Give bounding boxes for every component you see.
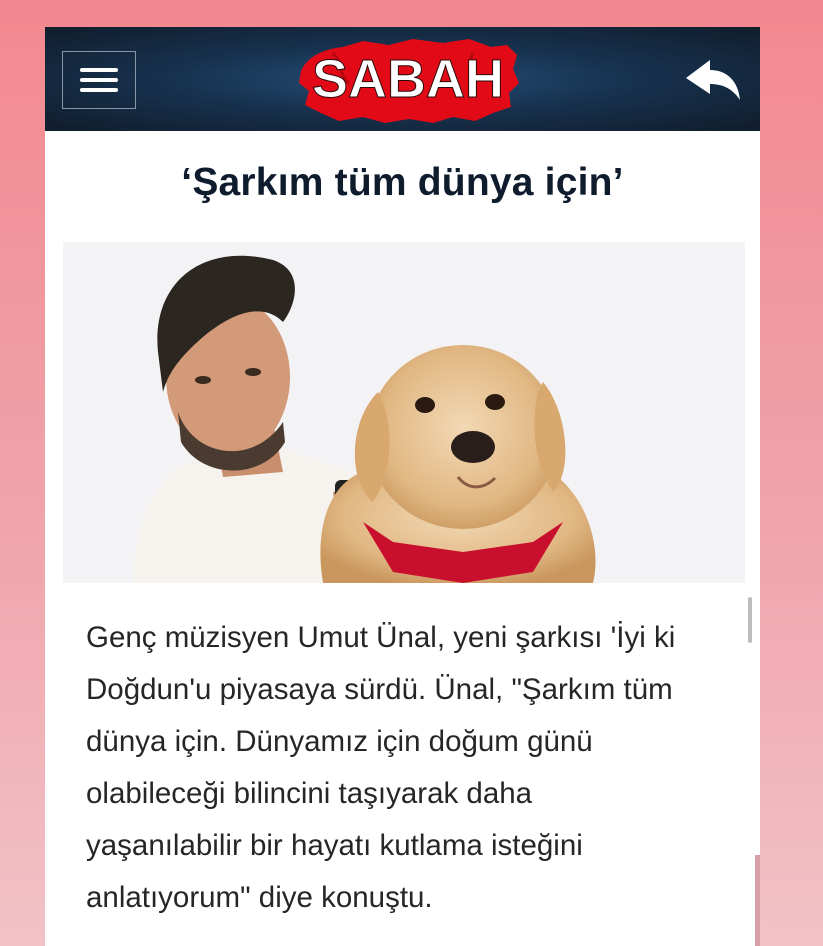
article-body-line: dünya için. Dünyamız için doğum günü	[86, 725, 593, 758]
article-title: ‘Şarkım tüm dünya için’	[181, 161, 624, 204]
hamburger-menu-button[interactable]	[62, 51, 136, 109]
menu-bar-line	[80, 78, 118, 82]
app-screen	[45, 27, 760, 946]
scrollbar-thumb[interactable]	[748, 597, 752, 643]
article-body-line: olabileceği bilincini taşıyarak daha	[86, 777, 533, 810]
article-body-line: anlatıyorum" diye konuştu.	[86, 881, 433, 914]
article-image	[63, 242, 745, 583]
article-body-line: yaşanılabilir bir hayatı kutlama isteğini	[86, 829, 583, 862]
article-body-line: Doğdun'u piyasaya sürdü. Ünal, "Şarkım tüm	[86, 673, 673, 706]
page-scrollbar[interactable]	[755, 855, 760, 946]
dog-eye	[485, 394, 505, 410]
logo-text: SABAH	[311, 49, 505, 109]
sabah-logo[interactable]	[293, 33, 523, 125]
top-bar	[45, 27, 760, 131]
article-body-line: Genç müzisyen Umut Ünal, yeni şarkısı 'İyi ki	[86, 621, 676, 654]
man-eye	[245, 368, 261, 376]
reply-arrow-icon[interactable]	[682, 56, 742, 104]
dog-nose	[451, 431, 495, 463]
menu-bar-line	[80, 88, 118, 92]
menu-bar-line	[80, 68, 118, 72]
article-body	[86, 612, 726, 924]
man-eye	[195, 376, 211, 384]
dog-eye	[415, 397, 435, 413]
